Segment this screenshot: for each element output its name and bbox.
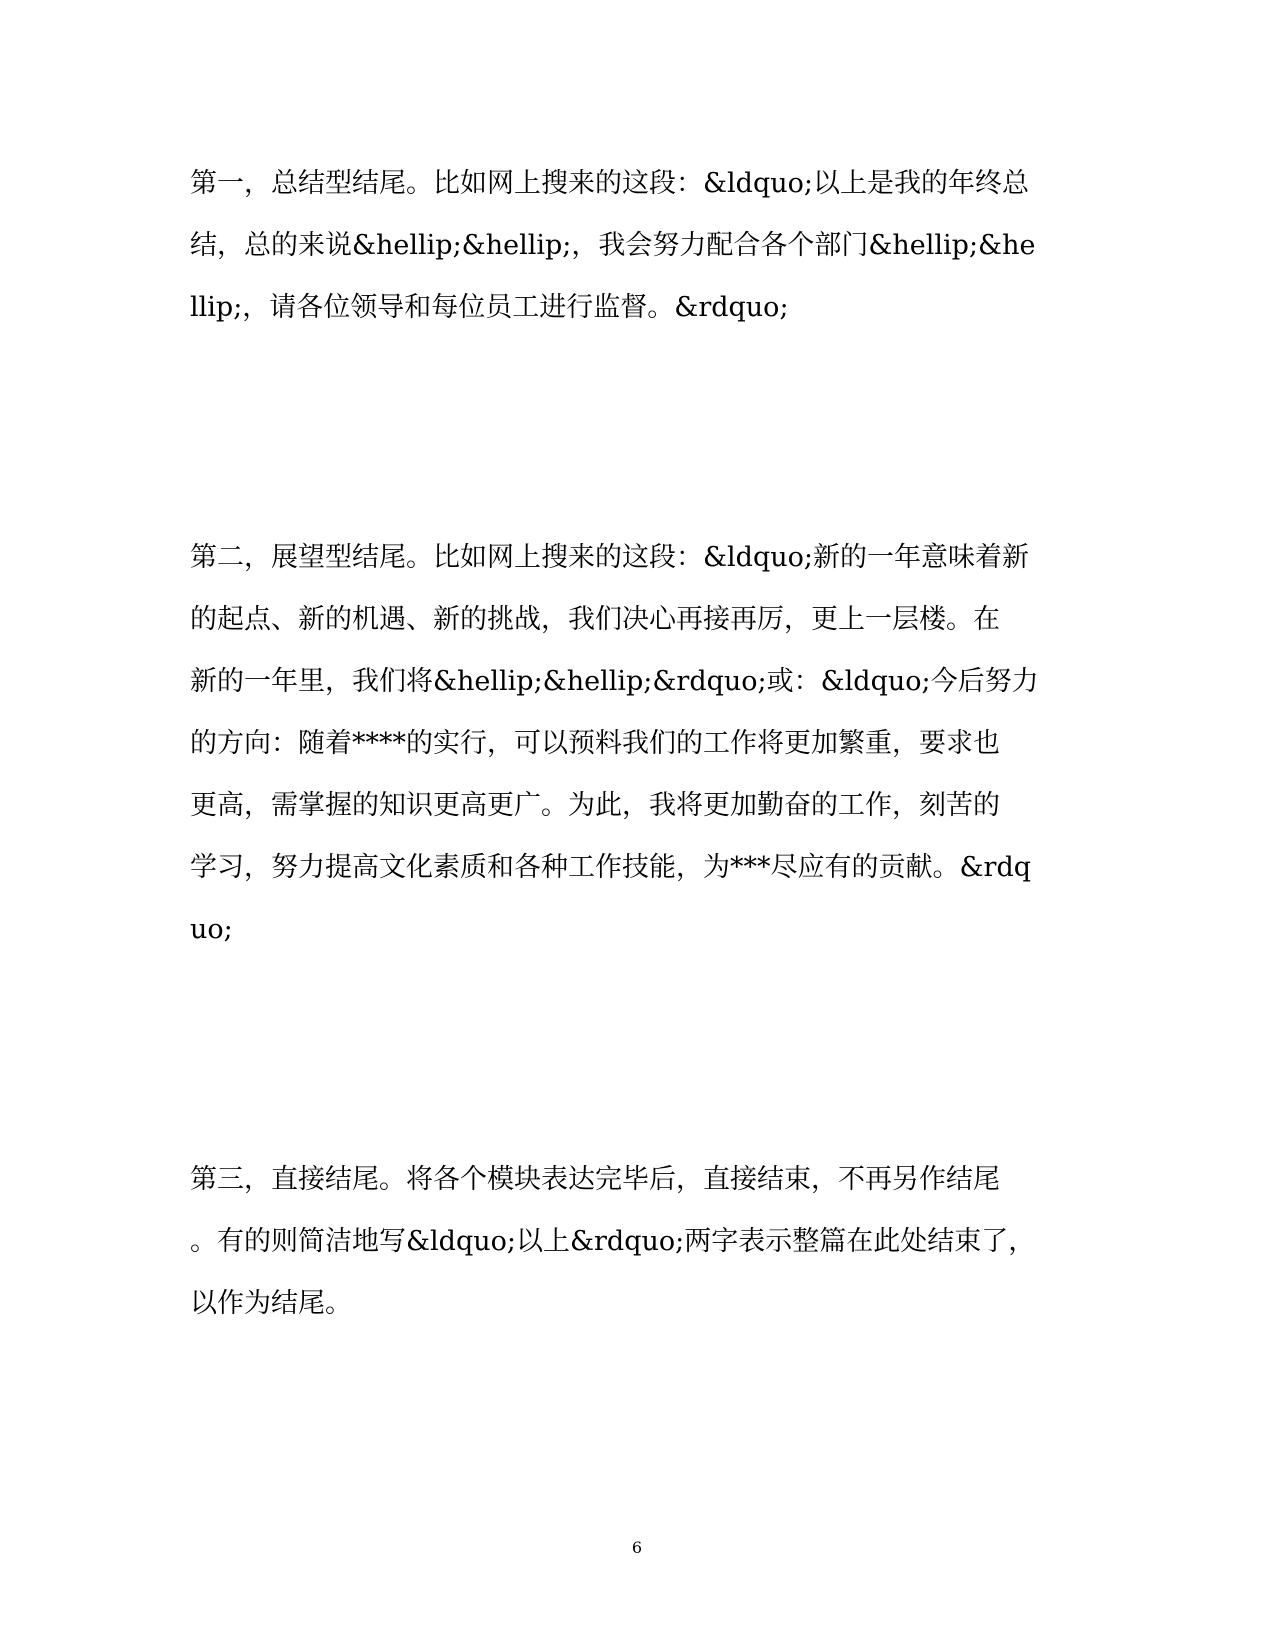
text-line: 的方向：随着****的实行，可以预料我们的工作将更加繁重，要求也 <box>190 728 1000 759</box>
text-line: llip;，请各位领导和每位员工进行监督。&rdquo; <box>190 292 789 323</box>
text-line: 。有的则简洁地写&ldquo;以上&rdquo;两字表示整篇在此处结束了， <box>190 1226 1036 1257</box>
text-line: 第二，展望型结尾。比如网上搜来的这段：&ldquo;新的一年意味着新 <box>190 542 1029 573</box>
text-line: 的起点、新的机遇、新的挑战，我们决心再接再厉，更上一层楼。在 <box>190 604 1000 635</box>
text-line: 更高，需掌握的知识更高更广。为此，我将更加勤奋的工作，刻苦的 <box>190 790 1000 821</box>
text-line: uo; <box>190 914 233 945</box>
page-number: 6 <box>631 1538 643 1557</box>
text-line: 第一，总结型结尾。比如网上搜来的这段：&ldquo;以上是我的年终总 <box>190 168 1029 199</box>
text-line: 结，总的来说&hellip;&hellip;，我会努力配合各个部门&hellip;&he <box>190 230 1036 261</box>
text-line: 以作为结尾。 <box>190 1288 352 1319</box>
text-line: 第三，直接结尾。将各个模块表达完毕后，直接结束，不再另作结尾 <box>190 1164 1000 1195</box>
text-line: 学习，努力提高文化素质和各种工作技能，为***尽应有的贡献。&rdq <box>190 852 1032 883</box>
text-line: 新的一年里，我们将&hellip;&hellip;&rdquo;或：&ldquo;今后努力 <box>190 666 1039 697</box>
